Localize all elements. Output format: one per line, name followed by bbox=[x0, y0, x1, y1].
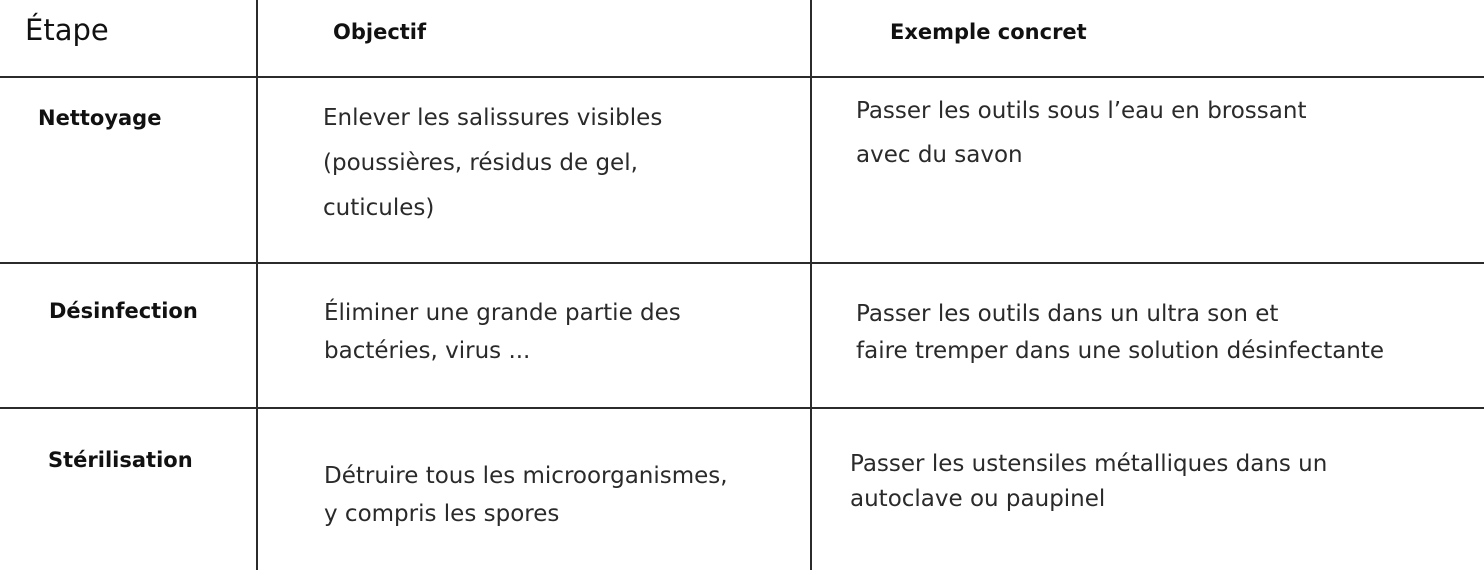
row-example-nettoyage bbox=[856, 89, 1306, 177]
objective-line: Éliminer une grande partie des bbox=[324, 300, 681, 326]
objective-line: Détruire tous les microorganismes, bbox=[324, 463, 728, 489]
example-line: autoclave ou paupinel bbox=[850, 486, 1106, 512]
row-step-sterilisation: Stérilisation bbox=[48, 448, 193, 472]
header-example: Exemple concret bbox=[890, 20, 1087, 44]
objective-line: (poussières, résidus de gel, bbox=[323, 150, 638, 176]
column-divider-2 bbox=[810, 0, 812, 570]
example-line: faire tremper dans une solution désinfectante bbox=[856, 338, 1385, 364]
row-objective-sterilisation bbox=[324, 457, 728, 533]
row-objective-nettoyage bbox=[323, 96, 662, 231]
header-objective: Objectif bbox=[333, 20, 427, 44]
row-objective-desinfection bbox=[324, 294, 681, 370]
row-divider-header bbox=[0, 76, 1484, 78]
row-divider-2 bbox=[0, 407, 1484, 409]
header-step: Étape bbox=[25, 13, 109, 47]
objective-line: Enlever les salissures visibles bbox=[323, 105, 663, 131]
objective-line: cuticules) bbox=[323, 195, 435, 221]
example-line: Passer les ustensiles métalliques dans un bbox=[850, 451, 1328, 477]
example-line: avec du savon bbox=[856, 142, 1023, 168]
row-step-nettoyage: Nettoyage bbox=[38, 106, 162, 130]
column-divider-1 bbox=[256, 0, 258, 570]
row-step-desinfection: Désinfection bbox=[49, 299, 198, 323]
row-example-sterilisation bbox=[850, 447, 1327, 517]
row-example-desinfection bbox=[856, 296, 1384, 370]
objective-line: y compris les spores bbox=[324, 501, 560, 527]
objective-line: bactéries, virus ... bbox=[324, 338, 531, 364]
row-divider-1 bbox=[0, 262, 1484, 264]
example-line: Passer les outils sous l’eau en brossant bbox=[856, 98, 1307, 124]
example-line: Passer les outils dans un ultra son et bbox=[856, 301, 1279, 327]
